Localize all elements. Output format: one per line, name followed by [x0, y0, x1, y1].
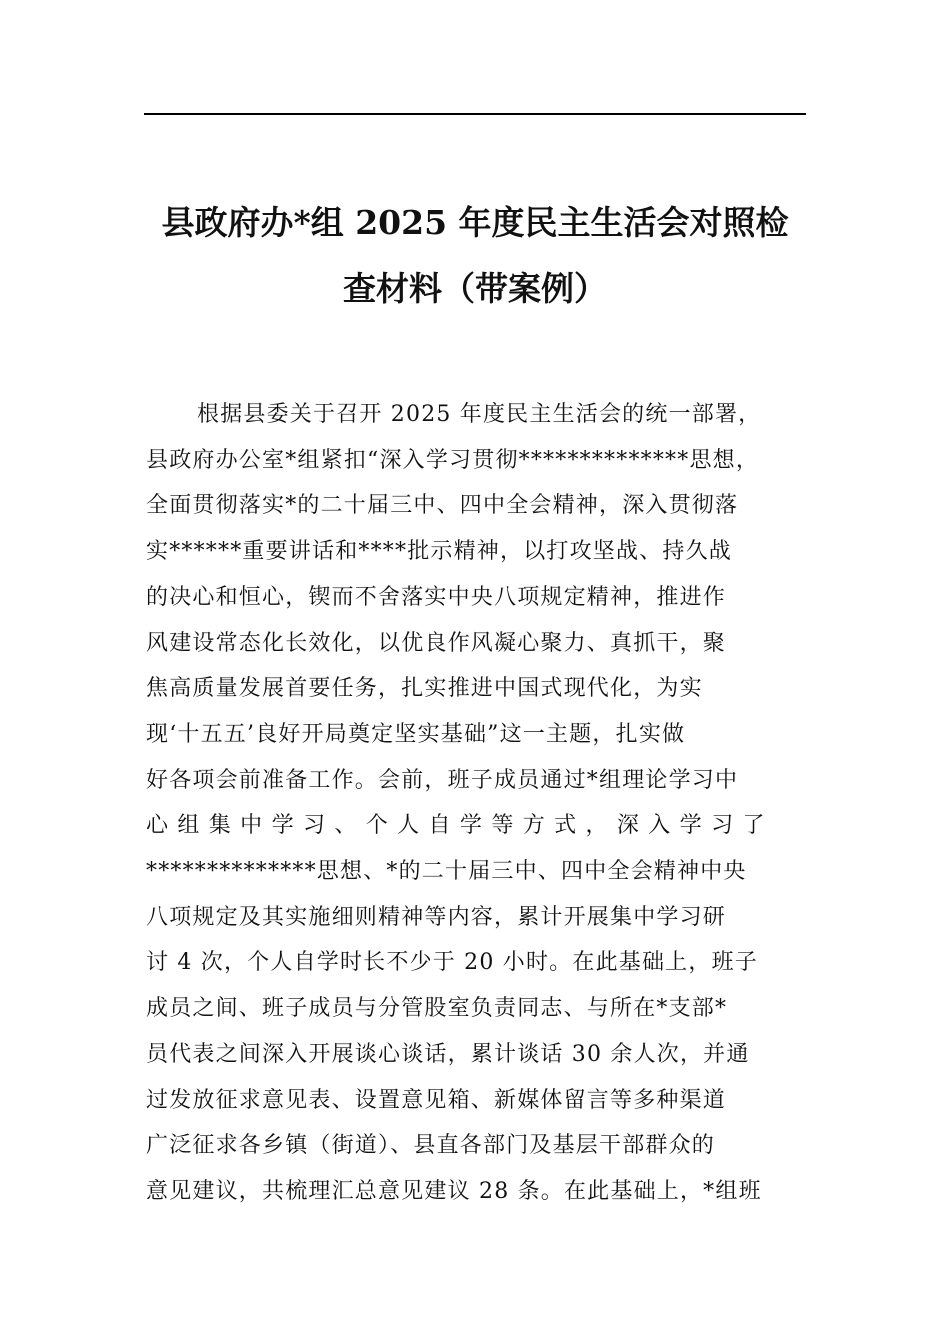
paragraph-line: 实******重要讲话和****批示精神，以打攻坚战、持久战 — [146, 539, 733, 565]
title-line: 县政府办*组 2025 年度民主生活会对照检 — [161, 203, 789, 242]
paragraph-line: 根据县委关于召开 2025 年度民主生活会的统一部署， — [197, 402, 762, 427]
paragraph-line: 现‘十五五’良好开局奠定坚实基础”这一主题，扎实做 — [146, 721, 686, 747]
paragraph-line: 县政府办公室*组紧扣“深入学习贯彻**************思想， — [146, 447, 760, 473]
paragraph-line: 讨 4 次，个人自学时长不少于 20 小时。在此基础上，班子 — [146, 950, 758, 976]
document-title — [144, 190, 806, 322]
paragraph-line: 员代表之间深入开展谈心谈话，累计谈话 30 余人次，并通 — [146, 1041, 750, 1067]
title-line: 查材料（带案例） — [343, 269, 607, 308]
body-paragraph — [146, 392, 808, 1215]
paragraph-line: **************思想、*的二十届三中、四中全会精神中央 — [146, 859, 747, 885]
paragraph-line: 意见建议，共梳理汇总意见建议 28 条。在此基础上，*组班 — [146, 1178, 762, 1204]
paragraph-line: 过发放征求意见表、设置意见箱、新媒体留言等多种渠道 — [146, 1087, 727, 1113]
header-rule — [144, 113, 806, 115]
paragraph-line: 八项规定及其实施细则精神等内容，累计开展集中学习研 — [146, 904, 727, 930]
paragraph-line: 成员之间、班子成员与分管股室负责同志、与所在*支部* — [146, 996, 728, 1022]
paragraph-line: 焦高质量发展首要任务，扎实推进中国式现代化，为实 — [146, 676, 703, 702]
paragraph-line: 好各项会前准备工作。会前，班子成员通过*组理论学习中 — [146, 767, 739, 793]
paragraph-line: 风建设常态化长效化，以优良作风凝心聚力、真抓干，聚 — [146, 630, 727, 656]
paragraph-line: 广泛征求各乡镇（街道）、县直各部门及基层干部群众的 — [146, 1133, 716, 1159]
paragraph-line: 全面贯彻落实*的二十届三中、四中全会精神，深入贯彻落 — [146, 493, 739, 519]
paragraph-line: 的决心和恒心，锲而不舍落实中央八项规定精神，推进作 — [146, 584, 727, 610]
paragraph-line: 心 组 集 中 学 习 、 个 人 自 学 等 方 式 ， 深 入 学 习 了 — [146, 813, 766, 839]
